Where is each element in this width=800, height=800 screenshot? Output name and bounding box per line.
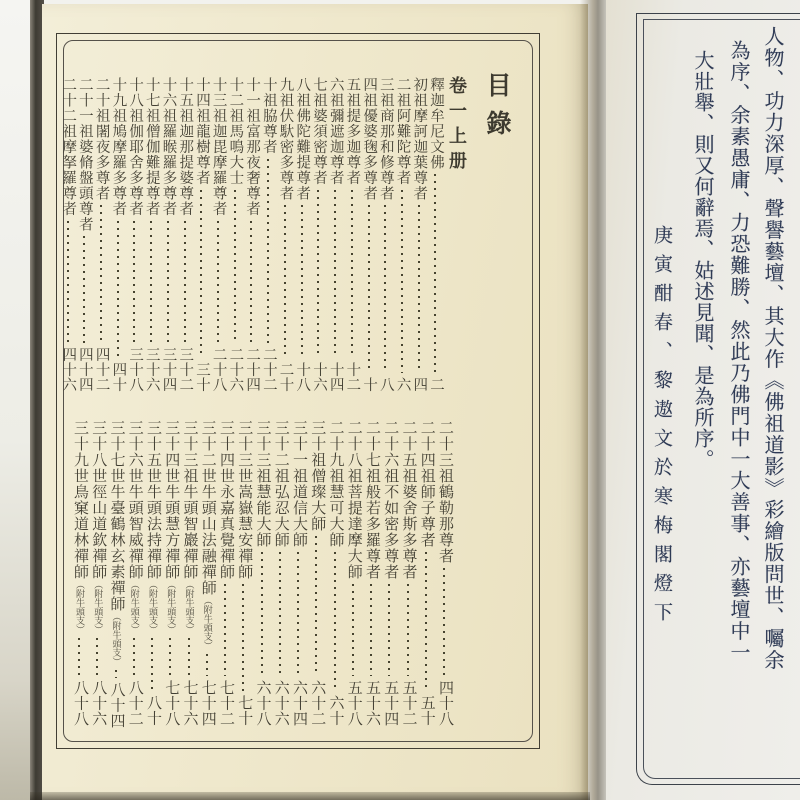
toc-entry (418, 420, 434, 726)
toc-entry-annotation: （附牛頭支） (184, 580, 195, 634)
toc-entry-title: 三十七世牛臺鶴林玄素禪師 (108, 420, 125, 612)
toc-entry-title: 五祖提多迦尊者 (344, 77, 361, 186)
toc-entry (436, 420, 452, 726)
toc-entry-page-number: 三十八 (127, 347, 144, 392)
toc-entry-page-number: 六十二 (309, 679, 326, 726)
dotted-leader (370, 584, 372, 676)
toc-entry (244, 77, 259, 392)
toc-entry (236, 420, 252, 726)
dotted-leader (334, 190, 336, 359)
dotted-leader (96, 638, 98, 676)
toc-entry (126, 420, 142, 726)
toc-entry-annotation: （附牛頭支） (166, 580, 177, 634)
toc-entry-title: 十五祖迦那提婆尊者 (177, 77, 194, 217)
toc-entry-title: 三十八世徑山道欽禪師 (90, 420, 107, 580)
dotted-leader (443, 568, 445, 676)
dotted-leader (434, 174, 436, 373)
toc-entry-page-number: 二 (428, 377, 444, 392)
toc-entry-page-number: 四十四 (76, 347, 93, 392)
dotted-leader (352, 584, 354, 676)
toc-entry-page-number: 二十二 (260, 347, 277, 392)
toc-entry-page-number: 二十八 (210, 347, 227, 392)
toc-entry-page-number: 六十四 (291, 679, 307, 726)
toc-entry-page-number: 二十六 (227, 347, 244, 392)
toc-entry-title: 二十四祖師子尊者 (418, 420, 435, 548)
toc-entry (294, 77, 309, 392)
toc-entry (290, 420, 306, 726)
toc-entry-title: 四祖優婆毱多尊者 (361, 77, 378, 201)
toc-entry-title: 十六祖羅睺羅多尊者 (160, 77, 177, 217)
toc-entry-title: 三十祖僧璨大師 (309, 420, 326, 532)
dotted-leader (151, 638, 153, 691)
toc-entry-page-number: 五十六 (364, 679, 380, 726)
toc-entry (160, 77, 175, 392)
dotted-leader (334, 552, 336, 691)
dotted-leader (351, 190, 353, 359)
toc-entry (309, 420, 325, 726)
toc-entry-title: 三十九世鳥窠道林禪師 (72, 420, 88, 580)
toc-entry (428, 77, 443, 392)
toc-entry-page-number: 八 (377, 377, 394, 392)
dotted-leader (169, 638, 171, 676)
toc-entry (327, 77, 342, 392)
toc-entry (227, 77, 242, 392)
toc-entry-title: 三十四世永嘉真覺禪師 (218, 420, 234, 580)
toc-entry (199, 420, 215, 726)
dotted-leader (188, 638, 190, 676)
toc-entry (382, 420, 398, 726)
toc-entry-page-number: 三十四 (160, 347, 177, 392)
dotted-leader (100, 205, 102, 343)
toc-entry-title: 三十六世牛頭智威禪師 (126, 420, 143, 580)
toc-entry (327, 420, 343, 726)
dotted-leader (78, 638, 80, 676)
dotted-leader (384, 205, 386, 373)
toc-entry (378, 77, 393, 392)
toc-entry-annotation: （附牛頭支） (75, 580, 85, 634)
toc-entry-annotation: （附牛頭支） (148, 580, 158, 634)
toc-group-1 (60, 77, 443, 392)
toc-entry-title: 七祖婆須密尊者 (310, 77, 327, 186)
dotted-leader (315, 536, 317, 676)
toc-entry-title: 十三祖迦毘摩羅尊者 (210, 77, 227, 217)
toc-entry-page-number: 三十二 (177, 347, 194, 392)
toc-entry-annotation: （附牛頭支） (111, 612, 122, 666)
toc-entry (344, 77, 359, 392)
dotted-leader (150, 221, 152, 344)
toc-entry-page-number: 八十八 (72, 679, 88, 726)
dotted-leader (133, 638, 135, 676)
dotted-leader (297, 552, 299, 676)
toc-entry-page-number: 四十二 (93, 347, 110, 392)
dotted-leader (242, 584, 244, 691)
toc-entry-page-number: 七十八 (163, 679, 180, 726)
toc-entry (177, 77, 192, 392)
toc-entry-title: 二十八祖菩提達摩大師 (345, 420, 362, 580)
toc-entry-annotation: （附牛頭支） (202, 596, 213, 650)
toc-entry-title: 八祖佛陀難提尊者 (294, 77, 311, 201)
toc-entry (345, 420, 361, 726)
toc-entry-title: 六祖彌遮迦尊者 (327, 77, 344, 186)
page-title: 目錄 (483, 72, 510, 148)
toc-entry (163, 420, 179, 726)
toc-entry (400, 420, 416, 726)
calligraphy-line-1: 人物、功力深厚、聲譽藝壇、其大作《佛祖道影》彩繪版問世、囑余 (761, 26, 783, 671)
toc-entry-page-number: 二十 (277, 362, 294, 392)
toc-entry-page-number: 六 (394, 377, 411, 392)
toc-entry-title: 十一祖富那夜奢尊者 (244, 77, 261, 217)
toc-entry (277, 77, 292, 392)
toc-entry-title: 三十五世牛頭法持禪師 (145, 420, 161, 580)
toc-entry-page-number: 八十二 (126, 679, 143, 726)
dotted-leader (368, 205, 370, 373)
dotted-leader (67, 221, 69, 344)
toc-entry (93, 77, 108, 392)
page-bottom-shadow (30, 792, 590, 800)
toc-entry (181, 420, 197, 726)
dotted-leader (425, 552, 427, 691)
background-edge (0, 0, 34, 800)
toc-entry-page-number: 十六 (310, 362, 327, 392)
toc-entry-page-number: 四十 (110, 362, 127, 392)
dotted-leader (301, 205, 303, 358)
dotted-leader (133, 221, 135, 344)
volume-label: 卷一上册 (447, 76, 467, 176)
dotted-leader (261, 552, 263, 676)
toc-entry-title: 十二祖馬鳴大士 (227, 77, 244, 186)
dotted-leader (234, 190, 236, 344)
toc-entry (394, 77, 409, 392)
toc-entry (261, 77, 276, 392)
toc-entry-page-number: 七十 (236, 695, 253, 726)
toc-entry-title: 三十三世嵩嶽慧安禪師 (236, 420, 253, 580)
toc-entry-page-number: 七十六 (181, 679, 198, 726)
dotted-leader (117, 221, 119, 359)
dotted-leader (284, 205, 286, 358)
toc-entry (60, 77, 75, 392)
toc-entry (194, 77, 209, 392)
dotted-leader (317, 190, 319, 359)
calligraphy-signature: 庚寅酣春、黎遨文於寒梅閣燈下 (651, 225, 672, 631)
toc-entry-title: 二十六祖不如密多尊者 (382, 420, 399, 580)
toc-entry (363, 420, 379, 726)
toc-entry-page-number: 七十二 (218, 679, 234, 726)
toc-entry (254, 420, 270, 726)
toc-entry (90, 420, 106, 726)
toc-entry (144, 420, 160, 726)
toc-entry-title: 十祖脇尊者 (260, 77, 277, 155)
toc-entry-title: 釋迦牟尼文佛 (428, 77, 444, 170)
toc-entry-page-number: 八十六 (90, 679, 107, 726)
toc-entry-page-number: 四十八 (437, 679, 453, 726)
toc-entry-title: 二十五祖婆舍斯多尊者 (400, 420, 417, 580)
toc-entry-page-number: 十 (361, 377, 378, 392)
dotted-leader (418, 205, 420, 373)
toc-entry-title: 三十二祖弘忍大師 (272, 420, 289, 548)
toc-entry-annotation: （附牛頭支） (129, 580, 140, 634)
toc-entry-title: 三十三祖牛頭智巖禪師 (181, 420, 198, 580)
toc-entry-page-number: 五十二 (400, 679, 417, 726)
calligraphy-line-2: 為序、余素愚庸、力恐難勝、然此乃佛門中一大善事、亦藝壇中一 (727, 40, 749, 664)
toc-entry-page-number: 五十四 (382, 679, 399, 726)
toc-entry (71, 420, 87, 726)
toc-entry-page-number: 八十 (145, 695, 161, 726)
toc-entry-page-number: 十四 (327, 362, 344, 392)
toc-entry (311, 77, 326, 392)
toc-entry-title: 二十九祖慧可大師 (327, 420, 344, 548)
toc-entry-page-number: 六十 (327, 695, 344, 726)
toc-entry-title: 二十二祖摩拏羅尊者 (60, 77, 77, 217)
toc-entry-title: 二祖阿難陀尊者 (394, 77, 411, 186)
toc-entry-page-number: 六十六 (272, 679, 289, 726)
toc-entry (210, 77, 225, 392)
toc-entry (110, 77, 125, 392)
toc-entry-page-number: 四 (411, 377, 428, 392)
toc-entry-title: 三十二世牛頭山法融禪師 (199, 420, 216, 596)
toc-entry-page-number: 十二 (344, 362, 361, 392)
toc-entry-page-number: 五十 (418, 695, 435, 726)
toc-entry (144, 77, 159, 392)
toc-entry-title: 二十祖闍夜多尊者 (93, 77, 110, 201)
toc-entry-page-number: 三十六 (143, 347, 160, 392)
dotted-leader (250, 221, 252, 344)
toc-entry-page-number: 四十六 (60, 347, 77, 392)
toc-entry (108, 420, 125, 729)
dotted-leader (217, 221, 219, 344)
dotted-leader (83, 236, 85, 343)
toc-entry-title: 初祖摩訶迦葉尊者 (411, 77, 428, 201)
toc-entry-title: 三十一祖道信大師 (291, 420, 307, 548)
toc-entry-title: 三十四世牛頭慧方禪師 (163, 420, 180, 580)
toc-entry-page-number: 五十八 (345, 679, 362, 726)
dotted-leader (115, 670, 117, 678)
toc-entry-title: 二十七祖般若多羅尊者 (364, 420, 380, 580)
dotted-leader (279, 552, 281, 676)
dotted-leader (267, 159, 269, 344)
toc-entry-title: 十四祖龍樹尊者 (193, 77, 210, 186)
toc-entry (127, 77, 142, 392)
toc-entry-title: 十九祖鳩摩羅多尊者 (110, 77, 127, 217)
toc-entry-page-number: 三十 (193, 362, 210, 392)
toc-group-2 (71, 420, 453, 729)
toc-entry-annotation: （附牛頭支） (93, 580, 104, 634)
toc-entry-page-number: 六十八 (254, 679, 271, 726)
toc-entry (361, 77, 376, 392)
toc-entry-page-number: 八十四 (108, 682, 125, 729)
toc-entry-title: 三十三祖慧能大師 (254, 420, 271, 548)
toc-entry-page-number: 七十四 (199, 679, 216, 726)
toc-entry-title: 九祖伏馱密多尊者 (277, 77, 294, 201)
dotted-leader (224, 584, 226, 676)
dotted-leader (407, 584, 409, 676)
toc-entry-page-number: 二十四 (244, 347, 261, 392)
toc-entry-page-number: 十八 (294, 362, 311, 392)
calligraphy-line-3: 大壯舉、則又何辭焉、姑述見聞、是為所序。 (691, 50, 713, 470)
toc-entry (217, 420, 233, 726)
toc-entry-title: 二十一祖婆脩盤頭尊者 (76, 77, 93, 232)
dotted-leader (184, 221, 186, 344)
toc-entry-title: 十七祖僧伽難提尊者 (143, 77, 160, 217)
dotted-leader (200, 190, 202, 359)
toc-entry (272, 420, 288, 726)
dotted-leader (167, 221, 169, 344)
toc-entry-title: 三祖商那和修尊者 (377, 77, 394, 201)
toc-entry (77, 77, 92, 392)
dotted-leader (206, 654, 208, 676)
toc-entry-title: 十八祖伽耶舍多尊者 (127, 77, 144, 217)
toc-entry-title: 二十三祖鶴勒那尊者 (437, 420, 453, 564)
toc-entry (411, 77, 426, 392)
dotted-leader (388, 584, 390, 676)
dotted-leader (401, 190, 403, 374)
